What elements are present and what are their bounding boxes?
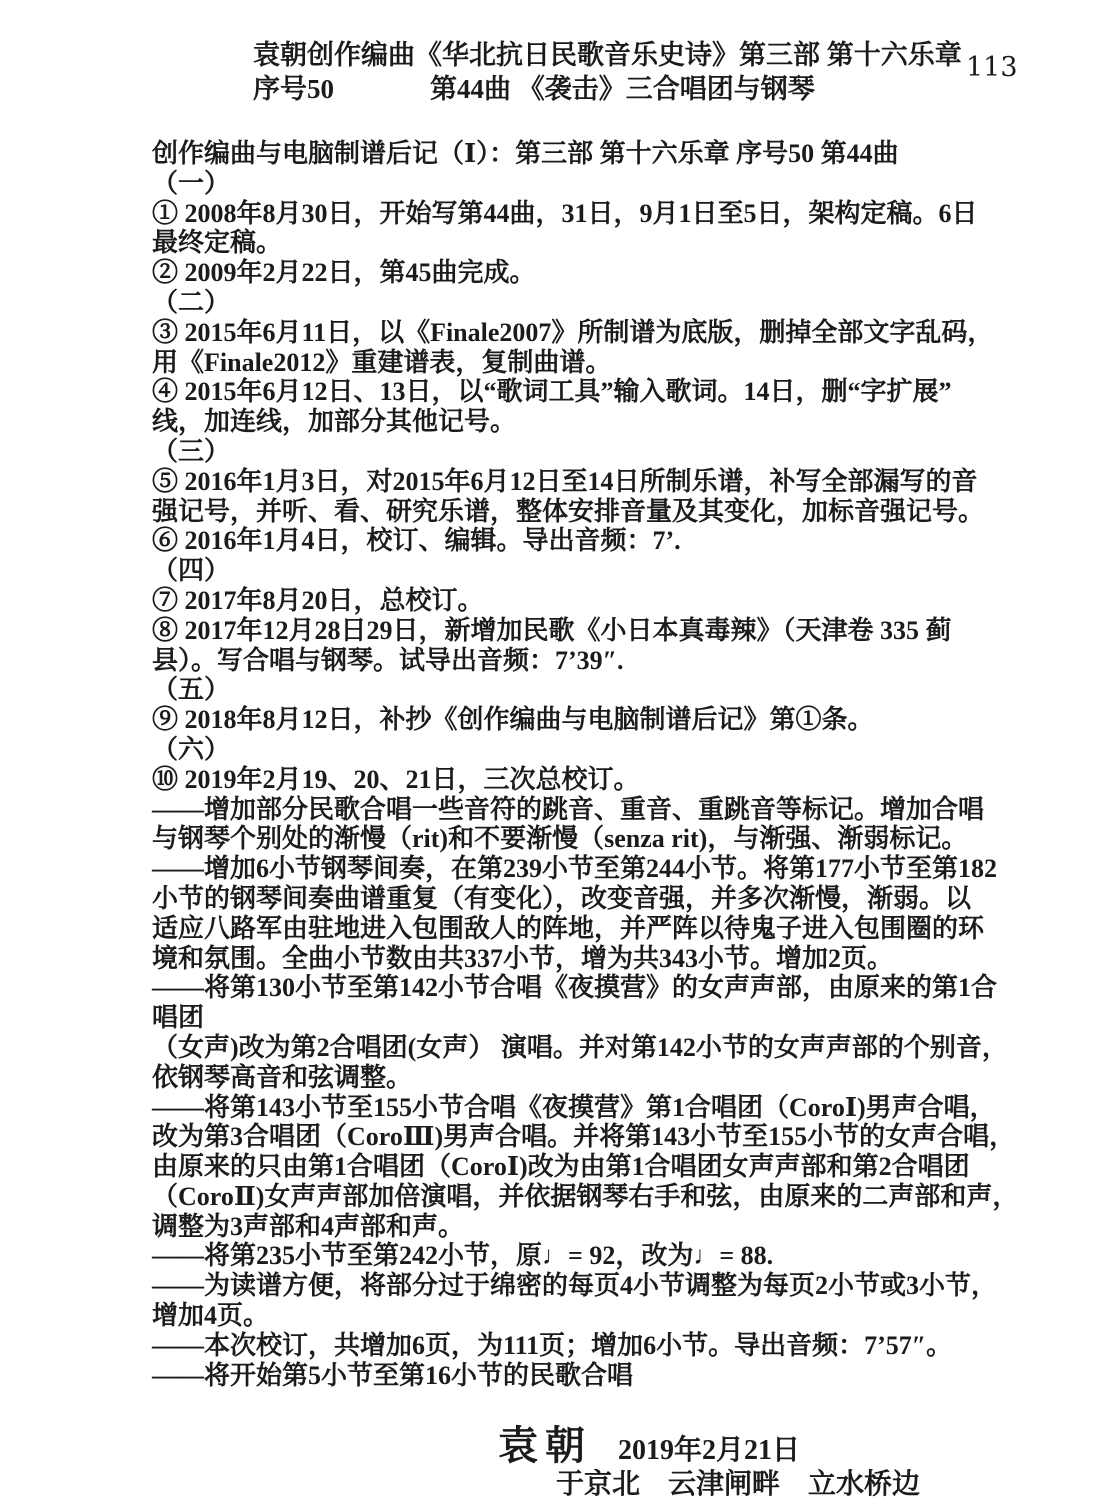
text-line: （六） (152, 734, 231, 764)
document-header (253, 38, 962, 106)
text-line: 境和氛围。全曲小节数由共337小节，增为共343小节。增加2页。 (152, 943, 894, 973)
text-line: ⑧ 2017年12月28日29日，新增加民歌《小日本真毒辣》（天津卷 335 蓟 (152, 615, 952, 645)
text-line: ——将第235小节至第242小节，原♩= 92，改为♩= 88. (152, 1241, 774, 1271)
text-line: ——将第143小节至155小节合唱《夜摸营》第1合唱团（CoroⅠ)男声合唱， (152, 1092, 996, 1122)
text-line: ——增加6小节钢琴间奏，在第239小节至第244小节。将第177小节至第182 (152, 854, 998, 884)
text-line: ——将第130小节至第142小节合唱《夜摸营》的女声声部，由原来的第1合 (152, 973, 998, 1003)
header-title-line1: 袁朝创作编曲《华北抗日民歌音乐史诗》第三部 第十六乐章 (253, 40, 962, 70)
footer-date: 2019年2月21日 (618, 1435, 801, 1466)
text-line: （二） (152, 287, 231, 317)
text-line: 线，加连线，加部分其他记号。 (152, 407, 517, 437)
header-serial-number: 序号50 (253, 74, 334, 104)
text-line: ⑩ 2019年2月19、20、21日，三次总校订。 (152, 764, 640, 794)
text-line: ⑤ 2016年1月3日，对2015年6月12日至14日所制乐谱，补写全部漏写的音 (152, 466, 978, 496)
text-line: 县）。写合唱与钢琴。试导出音频：7’39″. (152, 645, 624, 675)
text-line: 强记号，并听、看、研究乐谱，整体安排音量及其变化，加标音强记号。 (152, 496, 985, 526)
text-line: 唱团 (152, 1003, 205, 1033)
text-line: ⑨ 2018年8月12日，补抄《创作编曲与电脑制谱后记》第①条。 (152, 705, 874, 735)
text-line: ② 2009年2月22日，第45曲完成。 (152, 258, 536, 288)
header-piece-title: 第44曲 《袭击》三合唱团与钢琴 (430, 74, 815, 104)
header-gap (334, 72, 430, 106)
text-line: 增加4页。 (152, 1301, 270, 1331)
header-title-line2 (253, 72, 962, 106)
footer-signature-line (498, 1414, 920, 1468)
text-line: ——将开始第5小节至第16小节的民歌合唱 (152, 1360, 634, 1390)
text-line: 调整为3声部和4声部和声。 (152, 1211, 465, 1241)
text-line: ④ 2015年6月12日、13日，以“歌词工具”输入歌词。14日，删“字扩展” (152, 377, 952, 407)
page-number: 113 (966, 52, 1018, 83)
text-line: 与钢琴个别处的渐慢（rit)和不要渐慢（senza rit)，与渐强、渐弱标记。 (152, 824, 968, 854)
text-line: 小节的钢琴间奏曲谱重复（有变化），改变音强，并多次渐慢，渐弱。以 (152, 883, 972, 913)
text-line: （四） (152, 556, 231, 586)
text-line: ③ 2015年6月11日，以《Finale2007》所制谱为底版，删掉全部文字乱码， (152, 317, 994, 347)
text-line: （女声)改为第2合唱团(女声） 演唱。并对第142小节的女声声部的个别音， (152, 1032, 1008, 1062)
text-line: 由原来的只由第1合唱团（CoroⅠ)改为由第1合唱团女声声部和第2合唱团 (152, 1152, 970, 1182)
footer-location: 于京北 云津闸畔 立水桥边 (556, 1469, 921, 1500)
text-line: ⑦ 2017年8月20日，总校订。 (152, 585, 484, 615)
text-line: 用《Finale2012》重建谱表，复制曲谱。 (152, 347, 612, 377)
text-line: ——为读谱方便，将部分过于绵密的每页4小节调整为每页2小节或3小节， (152, 1271, 998, 1301)
author-signature: 袁朝 (498, 1423, 592, 1468)
document-footer (498, 1414, 920, 1502)
text-line: 最终定稿。 (152, 228, 283, 258)
text-line: 依钢琴高音和弦调整。 (152, 1062, 413, 1092)
text-line: ——增加部分民歌合唱一些音符的跳音、重音、重跳音等标记。增加合唱 (152, 794, 985, 824)
text-line: 创作编曲与电脑制谱后记（Ⅰ）：第三部 第十六乐章 序号50 第44曲 (152, 139, 899, 168)
text-line: （CoroⅡ)女声声部加倍演唱，并依据钢琴右手和弦，由原来的二声部和声， (152, 1181, 1019, 1211)
text-line: 改为第3合唱团（CoroⅢ)男声合唱。并将第143小节至155小节的女声合唱， (152, 1122, 1016, 1152)
text-line: ——本次校订，共增加6页，为111页；增加6小节。导出音频：7’57″。 (152, 1330, 953, 1360)
text-line: （五） (152, 675, 231, 705)
text-line: （三） (152, 436, 231, 466)
text-line: 适应八路军由驻地进入包围敌人的阵地，并严阵以待鬼子进入包围圈的环 (152, 913, 985, 943)
text-line: ⑥ 2016年1月4日，校订、编辑。导出音频：7’. (152, 526, 681, 556)
text-line: （一） (152, 168, 231, 198)
text-line: ① 2008年8月30日，开始写第44曲，31日，9月1日至5日，架构定稿。6日 (152, 198, 978, 228)
document-body (152, 139, 1022, 1390)
